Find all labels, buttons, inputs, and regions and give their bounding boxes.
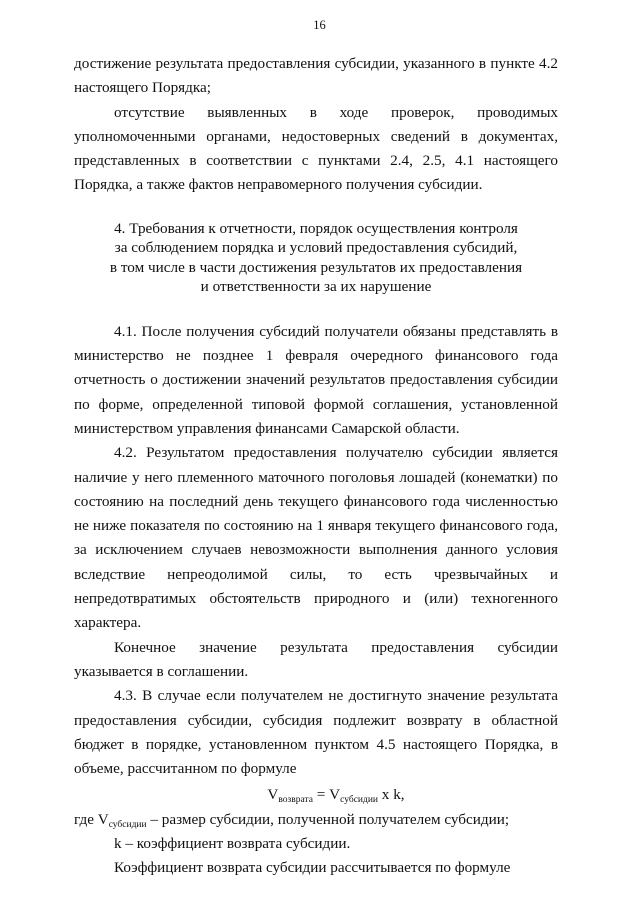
document-body xyxy=(74,52,558,881)
section-title-line: 4. Требования к отчетности, порядок осуществления контроля xyxy=(114,219,518,237)
formula-rhs-subscript: субсидии xyxy=(340,795,378,806)
formula-equals: = xyxy=(313,786,330,804)
section-title-line: в том числе в части достижения результатов их предоставления xyxy=(109,258,523,276)
definition-k: k – коэффициент возврата субсидии. xyxy=(114,835,351,853)
formula-return xyxy=(74,783,558,807)
definition-v-text: – размер субсидии, полученной получателем субсидии; xyxy=(146,810,510,828)
paragraph-no-violations: отсутствие выявленных в ходе проверок, проводимых уполномоченными органами, недостоверных сведений в документах, представленных в соответствии с пунктами 2.4, 2.5, 4.1 настоящего Порядка, а также фактов неправомерного получения субсидии. xyxy=(74,103,558,194)
formula-tail: x k, xyxy=(378,786,405,804)
definition-v-prefix: где V xyxy=(74,810,109,828)
paragraph-4-2: 4.2. Результатом предоставления получателю субсидии является наличие у него племенного маточного поголовья лошадей (конематки) по состоянию на последний день текущего финансового года численностью не ниже показателя по состоянию на 1 января текущего финансового года, за исключением случаев невозможности выполнения данного условия вследствие непреодолимой силы, то есть чрезвычайных и непредотвратимых обстоятельств природного и (или) техногенного характера. xyxy=(74,444,558,632)
page-number: 16 xyxy=(313,18,326,32)
paragraph-final-value: Конечное значение результата предоставления субсидии указывается в соглашении. xyxy=(74,638,558,680)
formula-rhs: V xyxy=(329,786,341,804)
paragraph-4-1: 4.1. После получения субсидий получатели обязаны представлять в министерство не позднее 1 февраля очередного финансового года отчетность о достижении значений результатов предоставления субсидии по форме, определенной типовой формой соглашения, установленной министерством управления финансами Самарской области. xyxy=(74,322,558,437)
section-title-line: за соблюдением порядка и условий предоставления субсидий, xyxy=(114,239,518,257)
definition-v-subscript: субсидии xyxy=(108,819,147,830)
section-title xyxy=(74,219,558,297)
formula-lhs-subscript: возврата xyxy=(278,795,313,806)
paragraph-4-3: 4.3. В случае если получателем не достигнуто значение результата предоставления субсидии, субсидия подлежит возврату в областной бюджет в порядке, установленном пунктом 4.5 настоящего Порядка, в объеме, рассчитанном по формуле xyxy=(74,687,558,778)
paragraph-coefficient: Коэффициент возврата субсидии рассчитывается по формуле xyxy=(114,859,511,877)
section-title-line: и ответственности за их нарушение xyxy=(200,278,432,296)
paragraph-result-achievement: достижение результата предоставления субсидии, указанного в пункте 4.2 настоящего Порядка; xyxy=(74,55,558,97)
definition-v xyxy=(74,808,558,832)
formula-lhs: V xyxy=(267,786,279,804)
